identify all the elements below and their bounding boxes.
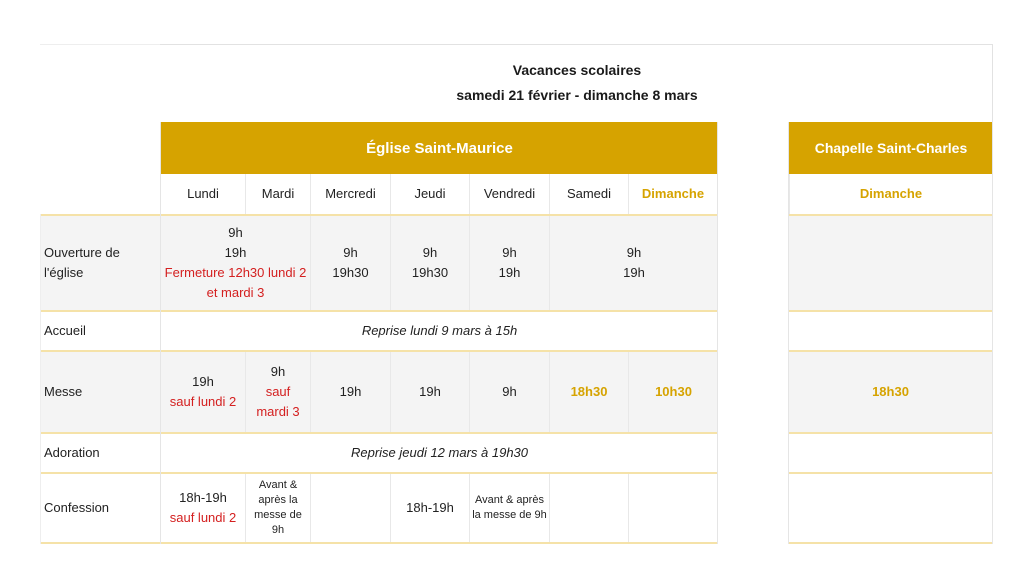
messe-note: sauf lundi 2: [169, 394, 237, 409]
day-lundi: Lundi: [161, 174, 246, 214]
messe-jeudi: 19h: [391, 352, 470, 432]
messe-note: sauf: [265, 384, 291, 399]
messe-chapelle: 18h30: [872, 384, 909, 399]
adoration-text: Reprise jeudi 12 mars à 19h30: [350, 445, 529, 460]
col-line: [40, 214, 41, 544]
row-label-accueil: Accueil: [44, 323, 86, 338]
messe-time: 9h: [270, 364, 286, 379]
ouverture-lundi-mardi: [161, 216, 311, 310]
confession-jeudi: 18h-19h: [391, 474, 470, 542]
confession-note: sauf lundi 2: [169, 510, 237, 525]
messe-vendredi: 9h: [470, 352, 550, 432]
ouverture-note: Fermeture 12h30 lundi 2 et mardi 3: [164, 265, 307, 300]
day-mardi: Mardi: [246, 174, 311, 214]
ouverture-open: 9h: [228, 225, 243, 240]
separator: [789, 542, 993, 544]
chapel-day-dimanche: Dimanche: [789, 174, 993, 214]
ouverture-weekend: [550, 216, 718, 310]
confession-time: 18h-19h: [179, 490, 227, 505]
ouverture-open: 9h: [422, 245, 438, 260]
chapel-left-line: [788, 122, 789, 544]
page-subtitle: samedi 21 février - dimanche 8 mars: [456, 87, 698, 103]
ouverture-close: 19h: [498, 265, 521, 280]
ouverture-vendredi: [470, 216, 550, 310]
messe-samedi: 18h30: [550, 352, 629, 432]
separator: [40, 542, 718, 544]
separator: [789, 432, 993, 434]
messe-time: 19h: [192, 374, 214, 389]
day-samedi: Samedi: [550, 174, 629, 214]
frame-top-left-line: [40, 44, 160, 45]
messe-lundi: [161, 352, 246, 432]
ouverture-open: 9h: [502, 245, 517, 260]
day-vendredi: Vendredi: [470, 174, 550, 214]
frame-top-line: [160, 44, 993, 45]
row-label-confession: Confession: [44, 500, 110, 515]
ouverture-jeudi: [391, 216, 470, 310]
confession-lundi: [161, 474, 246, 542]
messe-dimanche: 10h30: [655, 384, 692, 399]
ouverture-mercredi: [311, 216, 391, 310]
day-dimanche: Dimanche: [629, 174, 718, 214]
page-title: Vacances scolaires: [512, 62, 642, 78]
confession-text: 9h: [271, 524, 285, 536]
messe-note: mardi 3: [256, 404, 300, 419]
ouverture-open: 9h: [343, 245, 358, 260]
ouverture-close: 19h: [623, 265, 645, 280]
ouverture-close: 19h: [224, 245, 247, 260]
day-jeudi: Jeudi: [391, 174, 470, 214]
confession-vendredi: [470, 474, 550, 542]
messe-mercredi: 19h: [311, 352, 391, 432]
ouverture-close: 19h30: [332, 265, 369, 280]
row-label-ouverture: Ouverture de l'église: [44, 245, 120, 280]
messe-mardi: [246, 352, 311, 432]
day-mercredi: Mercredi: [311, 174, 391, 214]
frame-right-line: [992, 44, 993, 122]
confession-dimanche: [629, 474, 718, 542]
confession-text: Avant & après: [475, 494, 544, 506]
confession-samedi: [550, 474, 629, 542]
col-line: [992, 122, 993, 544]
confession-text: messe de: [254, 509, 302, 521]
ouverture-close: 19h30: [411, 265, 449, 280]
header-left-line: [160, 122, 161, 214]
confession-mercredi: [311, 474, 391, 542]
separator: [789, 214, 993, 216]
row-label-messe: Messe: [44, 384, 83, 399]
ouverture-open: 9h: [626, 245, 642, 260]
confession-text: la messe de 9h: [472, 509, 547, 521]
chapel-name: Chapelle Saint-Charles: [814, 140, 968, 156]
separator: [789, 310, 993, 312]
chapel-header: [789, 122, 993, 174]
confession-text: Avant &: [258, 479, 298, 491]
accueil-text: Reprise lundi 9 mars à 15h: [361, 323, 518, 338]
row-bg-ouverture-chapel: [789, 216, 993, 310]
confession-mardi: [246, 474, 311, 542]
church-name: Église Saint-Maurice: [366, 139, 513, 157]
separator: [789, 472, 993, 474]
church-header: [161, 122, 718, 174]
row-label-adoration: Adoration: [44, 445, 100, 460]
confession-text: après la: [258, 494, 298, 506]
